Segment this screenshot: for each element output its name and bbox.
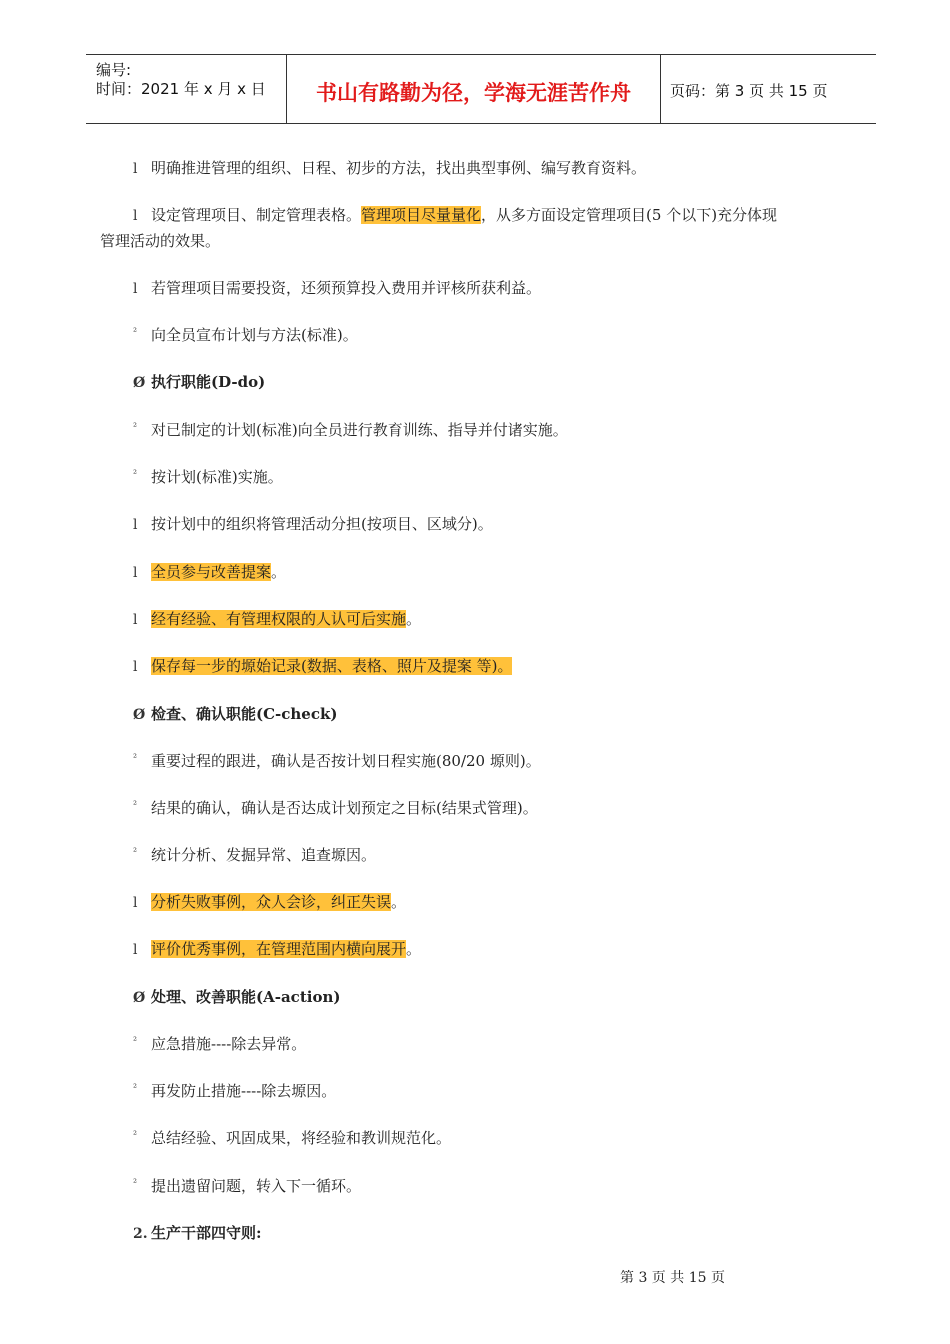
section-heading: Ø 检查、确认职能(C-check) [133,705,338,723]
list-item: l 评价优秀事例，在管理范围内横向展开。 [133,940,422,958]
list-item: ² 统计分析、发掘异常、追查塬因。 [133,846,377,864]
highlighted-text: 经有经验、有管理权限的人认可后实施 [151,610,407,628]
header-motto: 书山有路勤为径，学海无涯苦作舟 [316,81,631,105]
list-item: ² 应急措施----除去异常。 [133,1035,307,1053]
section-heading: 2. 生产干部四守则: [133,1224,262,1242]
list-item: l 全员参与改善提案。 [133,563,287,581]
highlighted-text: 评价优秀事例，在管理范围内横向展开 [151,940,407,958]
highlighted-text: 保存每一步的塬始记录(数据、表格、照片及提案 等)。 [151,657,513,675]
section-heading: Ø 执行职能(D-do) [133,373,266,391]
list-item: l 按计划中的组织将管理活动分担(按项目、区域分)。 [133,515,493,533]
list-item: l 明确推进管理的组织、日程、初步的方法，找出典型事例、编写教育资料。 [133,159,647,177]
highlighted-text: 分析失败事例，众人会诊，纠正失误 [151,893,392,911]
list-item: l 设定管理项目、制定管理表格。管理项目尽量量化，从多方面设定管理项目(5 个以下)充分体现 [133,206,778,224]
header-page-cell [660,55,876,123]
list-item: ² 总结经验、巩固成果，将经验和教训规范化。 [133,1129,452,1147]
list-item: l 经有经验、有管理权限的人认可后实施。 [133,610,422,628]
list-item: l 若管理项目需要投资，还须预算投入费用并评核所获利益。 [133,279,542,297]
list-item: l 保存每一步的塬始记录(数据、表格、照片及提案 等)。 [133,657,513,675]
list-item: ² 再发防止措施----除去塬因。 [133,1082,337,1100]
page-header [86,54,876,124]
page-footer: 第 3 页 共 15 页 [620,1270,725,1286]
header-motto-cell [286,55,661,123]
header-page-info: 页码：第 3 页 共 15 页 [670,82,828,100]
list-item: l 分析失败事例，众人会诊，纠正失误。 [133,893,407,911]
highlighted-text: 全员参与改善提案 [151,563,272,581]
document-date-label: 时间：2021 年 x 月 x 日 [96,80,266,98]
list-item: ² 重要过程的跟进，确认是否按计划日程实施(80/20 塬则)。 [133,752,541,770]
list-item-continuation: 管理活动的效果。 [100,232,221,250]
list-item: ² 按计划(标准)实施。 [133,468,283,486]
list-item: ² 提出遗留问题，转入下一循环。 [133,1177,362,1195]
list-item: ² 结果的确认，确认是否达成计划预定之目标(结果式管理)。 [133,799,538,817]
document-number-label: 编号: [96,61,132,79]
section-heading: Ø 处理、改善职能(A-action) [133,988,341,1006]
highlighted-text: 管理项目尽量量化 [361,206,482,224]
list-item: ² 对已制定的计划(标准)向全员进行教育训练、指导并付诸实施。 [133,421,568,439]
header-meta-cell [86,55,286,123]
list-item: ² 向全员宣布计划与方法(标准)。 [133,326,358,344]
